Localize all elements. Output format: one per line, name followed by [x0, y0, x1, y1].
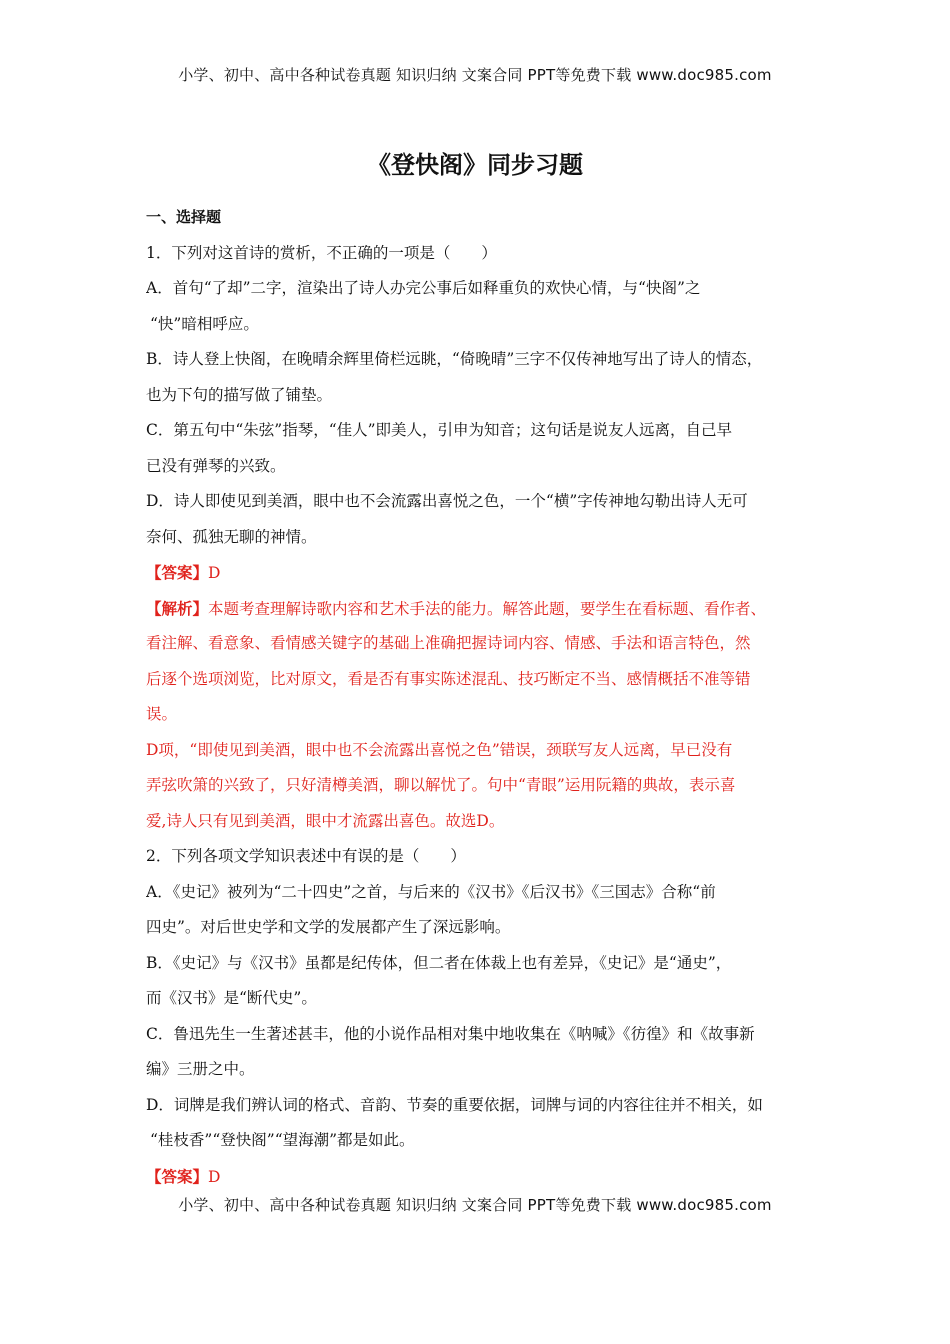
page-footer: 小学、初中、高中各种试卷真题 知识归纳 文案合同 PPT等免费下载 www.doc985.com [178, 1196, 772, 1214]
page-title: 《登快阁》同步习题 [367, 151, 583, 179]
q2-answer [146, 1159, 811, 1195]
q1-analysis-line: 弄弦吹箫的兴致了，只好清樽美酒，聊以解忧了。句中“青眼”运用阮籍的典故，表示喜 [146, 776, 736, 794]
q2-option-c-cont: 编》三册之中。 [146, 1060, 255, 1078]
answer-label: 【答案】 [146, 563, 209, 582]
q2-option-b-cont: 而《汉书》是“断代史”。 [146, 989, 317, 1007]
q1-option-d-cont: 奈何、孤独无聊的神情。 [146, 527, 317, 546]
q2-option-b: B．《史记》与《汉书》虽都是纪传体，但二者在体裁上也有差异，《史记》是“通史”， [146, 953, 732, 972]
q1-option-b: B．诗人登上快阁，在晚晴余辉里倚栏远眺，“倚晚晴”三字不仅传神地写出了诗人的情态， [146, 350, 763, 368]
q1-option-b-cont: 也为下句的描写做了铺垫。 [146, 385, 333, 404]
q1-answer [146, 555, 811, 591]
q2-option-a-cont: 四史”。对后世史学和文学的发展都产生了深远影响。 [146, 918, 511, 936]
q2-option-a: A．《史记》被列为“二十四史”之首，与后来的《汉书》《后汉书》《三国志》合称“前 [146, 882, 716, 901]
q1-option-c: C．第五句中“朱弦”指琴，“佳人”即美人，引申为知音；这句话是说友人远离，自己早 [146, 421, 733, 439]
q1-option-a-cont: “快”暗相呼应。 [150, 314, 259, 333]
analysis-text: 本题考查理解诗歌内容和艺术手法的能力。解答此题，要学生在看标题、看作者、 [208, 599, 767, 618]
answer-value: D [208, 1167, 221, 1186]
q2-option-d: D．词牌是我们辨认词的格式、音韵、节奏的重要依据，词牌与词的内容往往并不相关，如 [146, 1095, 763, 1114]
section-heading: 一、选择题 [146, 208, 222, 226]
q1-stem: 1．下列对这首诗的赏析，不正确的一项是（ ） [146, 243, 497, 262]
analysis-label: 【解析】 [146, 598, 209, 618]
q1-analysis-line: 后逐个选项浏览，比对原文，看是否有事实陈述混乱、技巧断定不当、感情概括不准等错 [146, 669, 751, 688]
q1-option-d: D．诗人即使见到美酒，眼中也不会流露出喜悦之色，一个“横”字传神地勾勒出诗人无可 [146, 492, 748, 510]
q1-analysis-line: 爱,诗人只有见到美酒，眼中才流露出喜色。故选D。 [146, 811, 505, 830]
answer-label: 【答案】 [146, 1166, 209, 1186]
q2-option-d-cont: “桂枝香”“登快阁”“望海潮”都是如此。 [150, 1131, 415, 1149]
answer-value: D [208, 564, 221, 582]
q1-analysis [146, 591, 811, 627]
q2-stem: 2．下列各项文学知识表述中有误的是（ ） [146, 847, 466, 865]
q2-option-c: C．鲁迅先生一生著述甚丰，他的小说作品相对集中地收集在《呐喊》《彷徨》和《故事新 [146, 1024, 755, 1043]
q1-option-a: A．首句“了却”二字，渲染出了诗人办完公事后如释重负的欢快心情，与“快阁”之 [146, 279, 701, 297]
document-body [146, 200, 811, 1194]
page-header: 小学、初中、高中各种试卷真题 知识归纳 文案合同 PPT等免费下载 www.doc985.com [178, 66, 772, 84]
q1-analysis-line: D项，“即使见到美酒，眼中也不会流露出喜悦之色”错误，颈联写友人远离，早已没有 [146, 740, 733, 759]
q1-analysis-line: 误。 [146, 705, 178, 723]
q1-analysis-line: 看注解、看意象、看情感关键字的基础上准确把握诗词内容、情感、手法和语言特色，然 [146, 634, 751, 652]
q1-option-c-cont: 已没有弹琴的兴致。 [146, 456, 286, 475]
